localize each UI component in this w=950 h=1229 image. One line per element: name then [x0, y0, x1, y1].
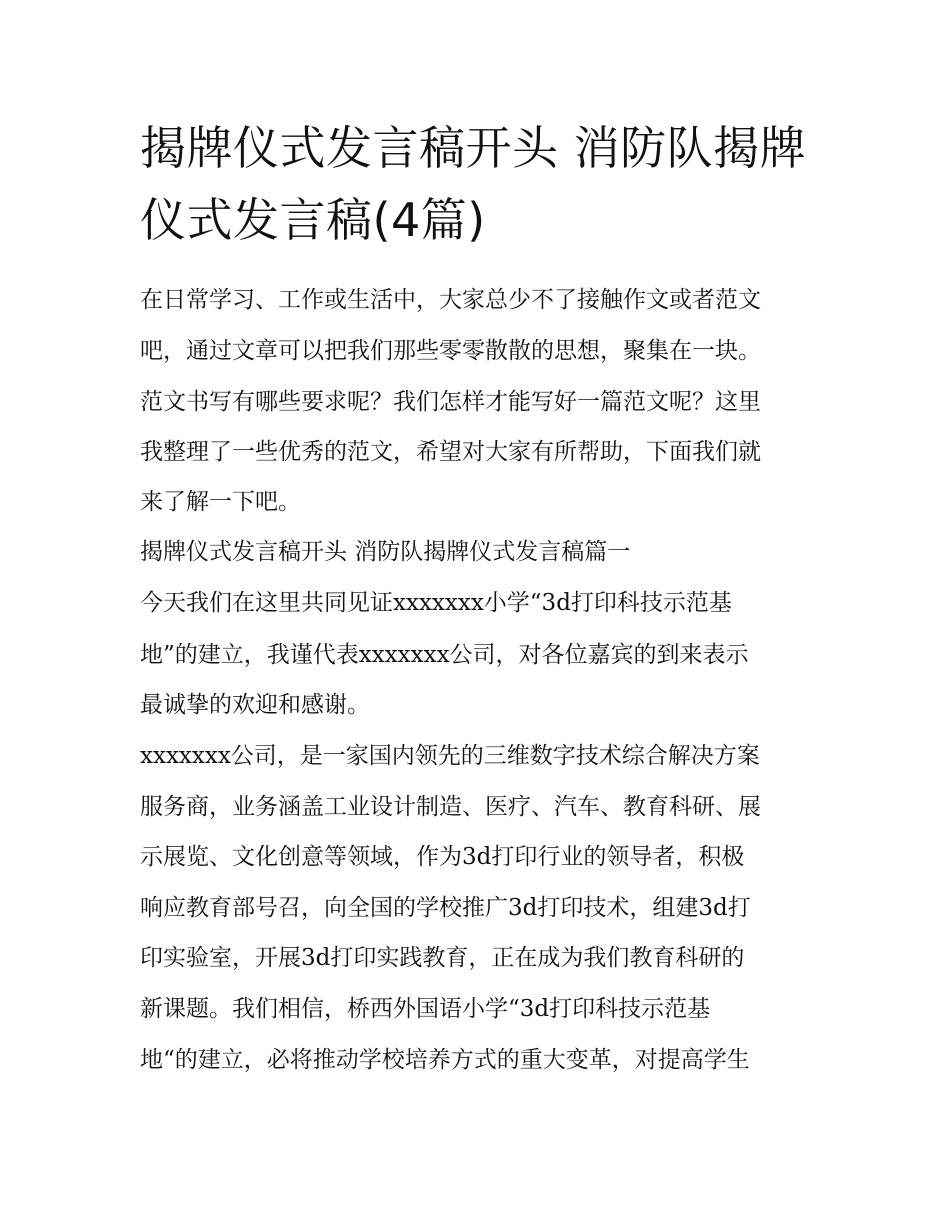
- body-line: 最诚挚的欢迎和感谢。: [140, 692, 370, 718]
- body-line: 今天我们在这里共同见证xxxxxxx小学“3d打印科技示范基: [140, 590, 732, 616]
- document-title: 揭牌仪式发言稿开头 消防队揭牌仪式发言稿(4篇): [140, 121, 807, 247]
- body-line: 地”的建立，我谨代表xxxxxxx公司，对各位嘉宾的到来表示: [140, 642, 749, 668]
- body-line: 我整理了一些优秀的范文，希望对大家有所帮助，下面我们就: [140, 439, 761, 465]
- body-line: 范文书写有哪些要求呢？我们怎样才能写好一篇范文呢？这里: [140, 389, 761, 415]
- body-line: 印实验室，开展3d打印实践教育，正在成为我们教育科研的: [140, 945, 745, 971]
- body-line: 来了解一下吧。: [140, 489, 301, 515]
- body-line: 服务商，业务涵盖工业设计制造、医疗、汽车、教育科研、展: [140, 794, 761, 820]
- body-line: 响应教育部号召，向全国的学校推广3d打印技术，组建3d打: [140, 895, 751, 921]
- body-line: 吧，通过文章可以把我们那些零零散散的思想，聚集在一块。: [140, 338, 761, 364]
- body-line: 示展览、文化创意等领域，作为3d打印行业的领导者，积极: [140, 844, 745, 870]
- body-line: 新课题。我们相信，桥西外国语小学“3d打印科技示范基: [140, 996, 711, 1022]
- body-line: 地“的建立，必将推动学校培养方式的重大变革，对提高学生: [140, 1047, 750, 1073]
- body-line: xxxxxxx公司，是一家国内领先的三维数字技术综合解决方案: [140, 743, 760, 769]
- section-heading: 揭牌仪式发言稿开头 消防队揭牌仪式发言稿篇一: [140, 539, 631, 565]
- body-line: 在日常学习、工作或生活中，大家总少不了接触作文或者范文: [140, 287, 761, 313]
